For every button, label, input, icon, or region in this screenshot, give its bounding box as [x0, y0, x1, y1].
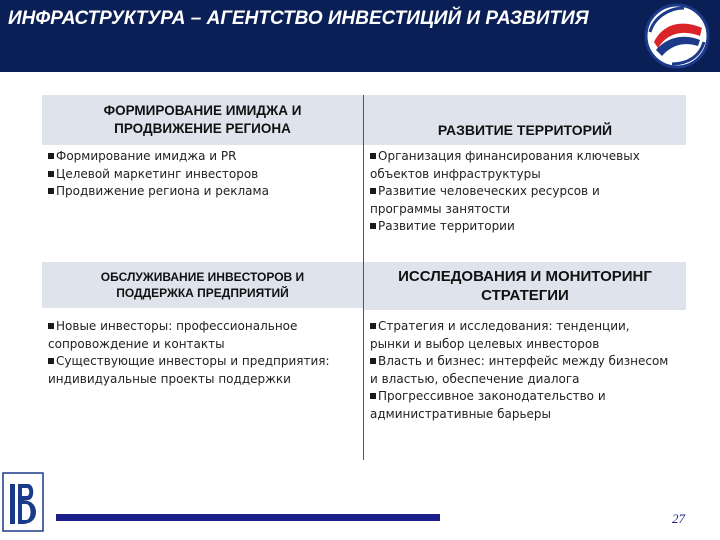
hse-logo-icon [2, 472, 44, 532]
bullet-icon [48, 153, 54, 159]
bullet-icon [370, 188, 376, 194]
list-item: Стратегия и исследования: тенденции, рынки и выбор целевых инвесторов [370, 319, 630, 351]
list-item: Существующие инвесторы и предприятия: индивидуальные проекты поддержки [48, 354, 330, 386]
column-divider [363, 95, 364, 460]
agency-emblem-icon [640, 2, 714, 70]
quadrant-3-title: ОБСЛУЖИВАНИЕ ИНВЕСТОРОВ И ПОДДЕРЖКА ПРЕДПРИЯТИЙ [100, 270, 305, 300]
quadrant-3-header [42, 262, 363, 308]
bullet-icon [370, 358, 376, 364]
quadrant-2-header [364, 95, 686, 145]
bullet-icon [48, 188, 54, 194]
bullet-icon [48, 323, 54, 329]
quadrant-1-header [42, 95, 363, 145]
slide-title: ИНФРАСТРУКТУРА – АГЕНТСТВО ИНВЕСТИЦИЙ И РАЗВИТИЯ [8, 8, 589, 29]
list-item: Продвижение региона и реклама [48, 183, 358, 201]
quadrant-1-list [48, 148, 358, 201]
quadrant-4-header [364, 262, 686, 310]
bullet-icon [48, 358, 54, 364]
quadrant-3-list [48, 318, 354, 388]
list-item: Власть и бизнес: интерфейс между бизнесом и властью, обеспечение диалога [370, 354, 669, 386]
quadrant-2-list [370, 148, 670, 236]
list-item: Формирование имиджа и PR [48, 148, 358, 166]
title-bar [0, 0, 720, 72]
page-number: 27 [672, 511, 685, 526]
bullet-icon [370, 223, 376, 229]
list-item: Развитие территории [370, 218, 670, 236]
bullet-icon [370, 153, 376, 159]
bullet-icon [370, 323, 376, 329]
quadrant-4-title: ИССЛЕДОВАНИЯ И МОНИТОРИНГ СТРАТЕГИИ [398, 268, 652, 304]
list-item: Организация финансирования ключевых объектов инфраструктуры [370, 149, 640, 181]
list-item: Целевой маркетинг инвесторов [48, 166, 358, 184]
list-item: Прогрессивное законодательство и административные барьеры [370, 389, 606, 421]
bullet-icon [370, 393, 376, 399]
quadrant-4-list [370, 318, 670, 423]
quadrant-2-title: РАЗВИТИЕ ТЕРРИТОРИЙ [437, 122, 613, 138]
list-item: Развитие человеческих ресурсов и программы занятости [370, 184, 600, 216]
bullet-icon [48, 171, 54, 177]
footer-bar [56, 514, 440, 521]
list-item: Новые инвесторы: профессиональное сопровождение и контакты [48, 319, 298, 351]
quadrant-1-title: ФОРМИРОВАНИЕ ИМИДЖА И ПРОДВИЖЕНИЕ РЕГИОНА [103, 103, 302, 136]
